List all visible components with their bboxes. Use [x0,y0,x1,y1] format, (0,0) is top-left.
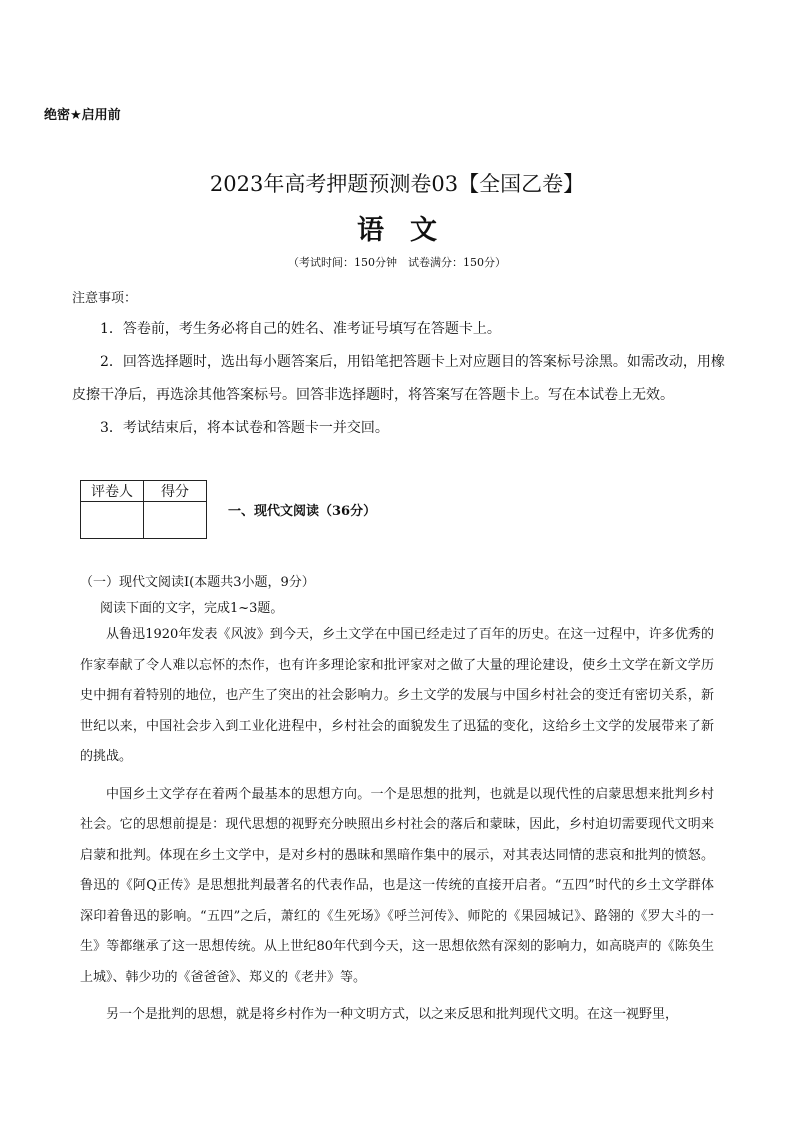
exam-info: （考试时间：150分钟 试卷满分：150分） [288,256,506,269]
part-heading: （一）现代文阅读Ⅰ(本题共3小题，9分） [80,575,315,590]
notice-item: 3．考试结束后，将本试卷和答题卡一并交回。 [100,420,389,436]
passage-paragraph: 从鲁迅1920年发表《风波》到今天，乡土文学在中国已经走过了百年的历史。在这一过程中，许多优秀的作家奉献了令人难以忘怀的杰作，也有许多理论家和批评家对之做了大量的理论建设，使乡土文学在新文学历史中拥有着特别的地位，也产生了突出的社会影响力。乡土文学的发展与中国乡村社会的变迁有密切关系，新世纪以来，中国社会步入到工业化进程中，乡村社会的面貌发生了迅猛的变化，这给乡土文学的发展带来了新的挑战。 [80,627,714,764]
grader-header: 评卷人 [81,481,144,502]
exam-title: 2023年高考押题预测卷03【全国乙卷】 [209,172,585,196]
notice-list [72,313,726,445]
notice-item: 2．回答选择题时，选出每小题答案后，用铅笔把答题卡上对应题目的答案标号涂黑。如需改动，用橡皮擦干净后，再选涂其他答案标号。回答非选择题时，将答案写在答题卡上。写在本试卷上无效。 [72,354,725,403]
reading-passage [80,620,714,1038]
passage-paragraph: 中国乡土文学存在着两个最基本的思想方向。一个是思想的批判，也就是以现代性的启蒙思想来批判乡村社会。它的思想前提是：现代思想的视野充分映照出乡村社会的落后和蒙昧，因此，乡村迫切需要现代文明来启蒙和批判。体现在乡土文学中，是对乡村的愚昧和黑暗作集中的展示，对其表达同情的悲哀和批判的愤怒。鲁迅的《阿Q正传》是思想批判最著名的代表作品，也是这一传统的直接开启者。“五四”时代的乡土文学群体深印着鲁迅的影响。“五四”之后，萧红的《生死场》《呼兰河传》、师陀的《果园城记》、路翎的《罗大斗的一生》等都继承了这一思想传统。从上世纪80年代到今天，这一思想依然有深刻的影响力，如高晓声的《陈奂生上城》、韩少功的《爸爸爸》、郑义的《老井》等。 [80,786,714,985]
notice-item: 1．答卷前，考生务必将自己的姓名、准考证号填写在答题卡上。 [100,321,501,337]
notice-heading: 注意事项： [72,291,138,306]
score-header: 得分 [144,481,207,502]
score-cell[interactable] [144,502,207,539]
confidential-label: 绝密★启用前 [44,108,121,123]
grader-cell[interactable] [81,502,144,539]
passage-paragraph: 另一个是批判的思想，就是将乡村作为一种文明方式，以之来反思和批判现代文明。在这一视野里， [106,1007,679,1022]
subject-title: 语文 [357,215,463,246]
reading-instruction: 阅读下面的文字，完成1~3题。 [100,601,284,616]
score-table [80,480,207,539]
section-heading: 一、现代文阅读（36分） [228,504,377,519]
